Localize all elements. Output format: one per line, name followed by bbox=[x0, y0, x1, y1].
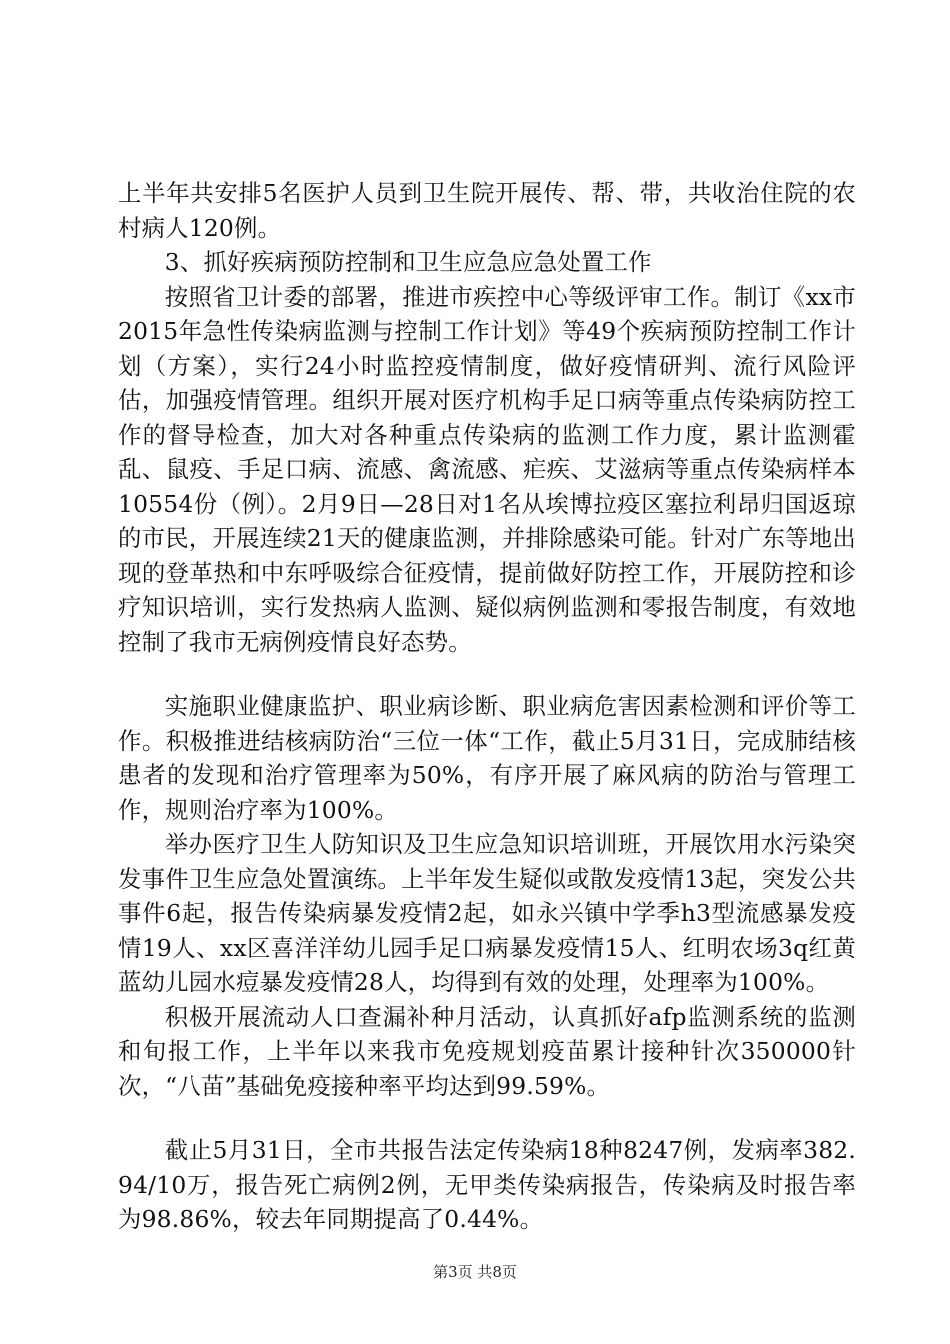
paragraph-emergency-response: 举办医疗卫生人防知识及卫生应急知识培训班，开展饮用水污染突发事件卫生应急处置演练。上半年发生疑似或散发疫情13起，突发公共事件6起，报告传染病暴发疫情2起，如永兴镇中学季h3型流感暴发疫情19人、xx区喜洋洋幼儿园手足口病暴发疫情15人、红明农场3q红黄蓝幼儿园水痘暴发疫情28人，均得到有效的处理，处理率为100%。 bbox=[118, 830, 856, 996]
paragraph-infectious-disease-report: 截止5月31日，全市共报告法定传染病18种8247例，发病率382.94/10万，报告死亡病例2例，无甲类传染病报告，传染病及时报告率为98.86%，较去年同期提高了0.44%。 bbox=[118, 1136, 856, 1233]
page-number-footer: 第3页 共8页 bbox=[433, 1263, 517, 1281]
document-body bbox=[118, 176, 856, 1237]
paragraph-immunization: 积极开展流动人口查漏补种月活动，认真抓好afp监测系统的监测和旬报工作，上半年以来我市免疫规划疫苗累计接种针次350000针次，“八苗”基础免疫接种率平均达到99.59%。 bbox=[118, 1002, 856, 1100]
section-heading: 3、抓好疾病预防控制和卫生应急应急处置工作 bbox=[164, 248, 652, 276]
paragraph-disease-control: 按照省卫计委的部署，推进市疾控中心等级评审工作。制订《xx市2015年急性传染病监测与控制工作计划》等49个疾病预防控制工作计划（方案），实行24小时监控疫情制度，做好疫情研判、流行风险评估，加强疫情管理。组织开展对医疗机构手足口病等重点传染病防控工作的督导检查，加大对各种重点传染病的监测工作力度，累计监测霍乱、鼠疫、手足口病、流感、禽流感、疟疾、艾滋病等重点传染病样本10554份（例）。2月9日—28日对1名从埃博拉疫区塞拉利昂归国返琼的市民，开展连续21天的健康监测，并排除感染可能。针对广东等地出现的登革热和中东呼吸综合征疫情，提前做好防控工作，开展防控和诊疗知识培训，实行发热病人监测、疑似病例监测和零报告制度，有效地控制了我市无病例疫情良好态势。 bbox=[118, 282, 856, 656]
paragraph-occupational-health: 实施职业健康监护、职业病诊断、职业病危害因素检测和评价等工作。积极推进结核病防治“三位一体“工作，截止5月31日，完成肺结核患者的发现和治疗管理率为50%，有序开展了麻风病的防治与管理工作，规则治疗率为100%。 bbox=[118, 692, 856, 824]
paragraph-continuation: 上半年共安排5名医护人员到卫生院开展传、帮、带，共收治住院的农村病人120例。 bbox=[118, 179, 856, 242]
